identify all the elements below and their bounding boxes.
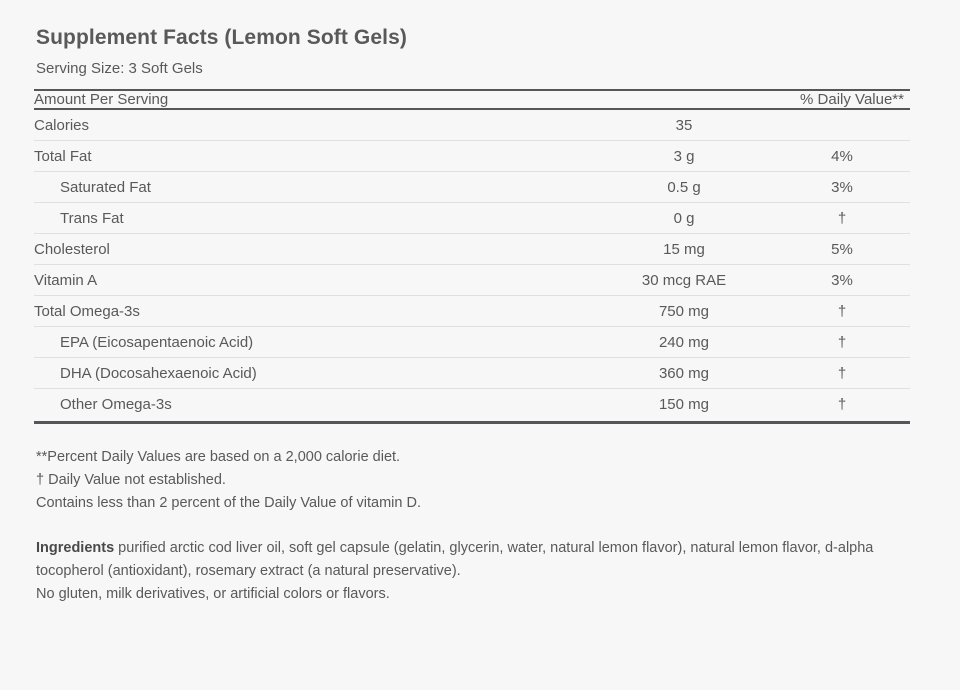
nutrient-amount: 3 g [594,141,774,172]
nutrient-name: Total Fat [34,141,594,172]
header-daily-value: % Daily Value** [774,90,910,109]
nutrient-name: Vitamin A [34,265,594,296]
nutrient-amount: 150 mg [658,395,710,413]
serving-size: Serving Size: 3 Soft Gels [36,60,203,77]
nutrient-daily-value: 5% [774,234,910,265]
table-row [34,265,910,296]
footnote-vitamin-d: Contains less than 2 percent of the Daily Value of vitamin D. [36,495,421,511]
table-row [34,141,910,172]
footnotes [36,446,912,515]
table-row [34,203,910,234]
table-row [34,389,910,420]
allergen-note: No gluten, milk derivatives, or artificial colors or flavors. [36,586,390,602]
table-row [34,327,910,358]
table-bottom-rule [34,421,910,424]
nutrient-amount: 35 [594,109,774,141]
nutrient-name: Saturated Fat [34,172,594,203]
nutrient-amount: 0 g [594,203,774,234]
header-spacer [594,90,774,109]
table-header-row [34,90,910,109]
nutrient-daily-value [774,109,910,141]
nutrient-name: Calories [34,109,594,141]
nutrient-daily-value: † [774,327,910,358]
nutrient-daily-value: † [774,296,910,327]
nutrient-name: Cholesterol [34,234,594,265]
nutrient-daily-value: † [774,358,910,389]
ingredients-paragraph [36,537,912,583]
nutrient-amount: 240 mg [594,327,774,358]
table-row [34,172,910,203]
nutrient-name: DHA (Docosahexaenoic Acid) [34,358,594,389]
ingredients-label: Ingredients [36,540,115,556]
nutrient-amount: 750 mg [594,296,774,327]
nutrient-amount: 15 mg [594,234,774,265]
header-amount-per-serving: Amount Per Serving [34,90,594,109]
table-row [34,234,910,265]
nutrient-amount: 360 mg [594,358,774,389]
table-header [34,90,910,109]
nutrient-amount: 30 mcg RAE [594,265,774,296]
nutrient-daily-value: 3% [774,265,910,296]
page-title: Supplement Facts (Lemon Soft Gels) [36,26,407,49]
table-body [34,109,910,419]
table-row [34,296,910,327]
nutrient-name: Trans Fat [34,203,594,234]
nutrient-daily-value: † [837,395,847,413]
footnote-daily-values: **Percent Daily Values are based on a 2,000 calorie diet. [36,449,401,465]
ingredients-text: purified arctic cod liver oil, soft gel capsule (gelatin, glycerin, water, natural lemon flavor), natural lemon flavor, d-alpha tocopherol (antioxidant), rosemary extract (a natural preservative). [36,540,874,579]
ingredients-section [36,537,912,606]
supplement-facts-table [34,89,910,419]
nutrient-daily-value: † [774,203,910,234]
footnote-dagger: † Daily Value not established. [36,472,226,488]
nutrient-name: EPA (Eicosapentaenoic Acid) [34,327,594,358]
nutrient-name: Other Omega-3s [60,395,172,413]
nutrient-amount: 0.5 g [594,172,774,203]
nutrient-daily-value: 4% [774,141,910,172]
table-row [34,109,910,141]
nutrient-name: Total Omega-3s [34,296,594,327]
nutrient-daily-value: 3% [774,172,910,203]
table-row [34,358,910,389]
